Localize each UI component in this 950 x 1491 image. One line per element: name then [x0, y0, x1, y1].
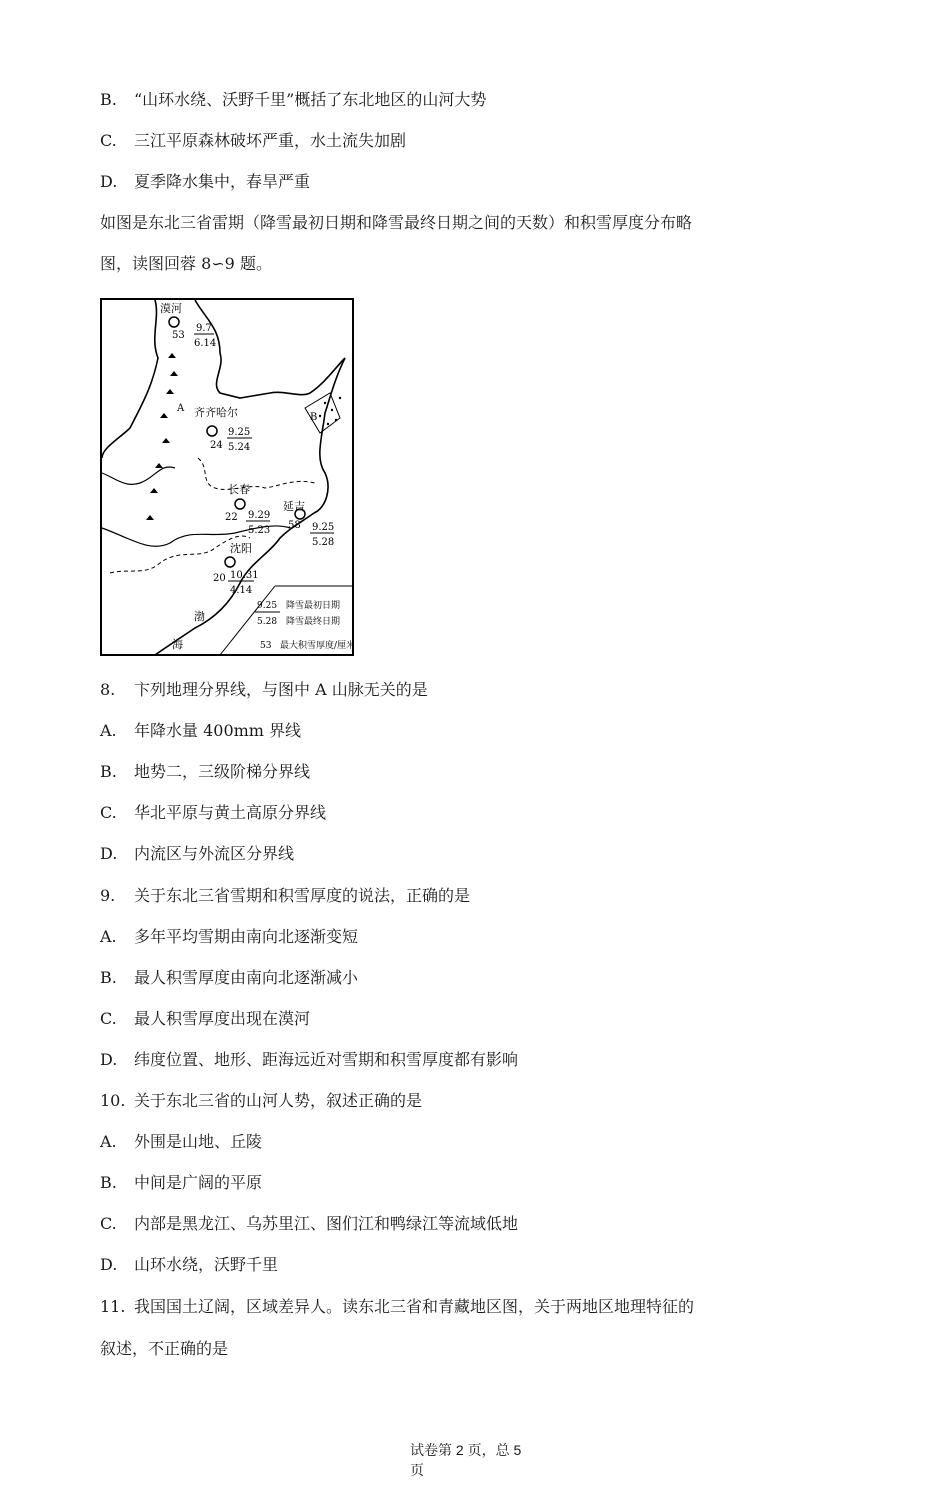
- question-line: [100, 803, 326, 823]
- northeast-snow-map: [100, 298, 354, 656]
- question-text: 最人积雪厚度出现在漠河: [134, 1009, 311, 1028]
- legend-text: 降雪最终日期: [286, 617, 341, 627]
- question-label: C.: [100, 1214, 117, 1233]
- last-snow-date: 5.28: [312, 537, 335, 548]
- question-label: 8.: [100, 680, 116, 699]
- last-snow-date: 5.23: [248, 525, 271, 536]
- question-label: D.: [100, 1050, 118, 1069]
- question-text: 外围是山地、丘陵: [134, 1132, 263, 1151]
- question-label: B.: [100, 1173, 117, 1192]
- question-text: 卞列地理分界线，与图中 A 山脉无关的是: [134, 680, 428, 699]
- option-line: [100, 172, 310, 192]
- question-line: [100, 968, 358, 988]
- snow-depth: 53: [172, 330, 185, 341]
- intro-line-2: 图，读图回蓉 8∽9 题。: [100, 254, 272, 273]
- option-line: [100, 131, 406, 151]
- legend-text: 降雪最初日期: [286, 601, 341, 611]
- question-text: 关于东北三省雪期和积雪厚度的说法，正确的是: [134, 886, 471, 905]
- city-name: 长春: [228, 483, 250, 496]
- page-footer: [410, 1440, 540, 1480]
- question-label: A.: [100, 721, 117, 740]
- question-text: 内流区与外流区分界线: [134, 844, 295, 863]
- question-text: 年降水量 400mm 界线: [134, 721, 302, 740]
- first-snow-date: 9.25: [228, 427, 251, 438]
- snow-depth: 24: [210, 440, 223, 451]
- snow-depth: 58: [288, 520, 301, 531]
- question-label: A.: [100, 1132, 117, 1151]
- legend-text: 最大积雪厚度/厘米: [280, 641, 354, 651]
- question-text: 内部是黑龙江、乌苏里江、图们江和鸭绿江等流域低地: [134, 1214, 519, 1233]
- sea-label: 海: [172, 638, 183, 651]
- first-snow-date: 10.31: [230, 570, 259, 581]
- first-snow-date: 9.25: [312, 522, 335, 533]
- question-line: [100, 886, 470, 906]
- question-text: 山环水绕，沃野千里: [134, 1255, 279, 1274]
- intro-line-1: 如图是东北三省雷期（降雪最初日期和降雪最终日期之间的天数）和积雪厚度分布略: [100, 213, 693, 232]
- last-snow-date: 6.14: [194, 338, 217, 349]
- question-line: [100, 1173, 262, 1193]
- question-label: C.: [100, 1009, 117, 1028]
- city-name: 延吉: [283, 500, 305, 513]
- footer-line: 试卷第 2 页，总 5: [410, 1442, 522, 1458]
- legend-key: 9.25: [257, 601, 278, 611]
- first-snow-date: 9.29: [248, 510, 271, 521]
- question-line: [100, 1132, 262, 1152]
- question-label: A.: [100, 927, 117, 946]
- question-line: [100, 762, 310, 782]
- question-text: 地势二，三级阶梯分界线: [134, 762, 311, 781]
- option-text: 夏季降水集中，春旱严重: [134, 172, 311, 191]
- option-text: “山环水绕、沃野千里”概括了东北地区的山河大势: [134, 90, 487, 109]
- question-text: 中间是广阔的平原: [134, 1173, 263, 1192]
- question-line: [100, 1297, 694, 1317]
- question-text: 纬度位置、地形、距海远近对雪期和积雪厚度都有影响: [134, 1050, 519, 1069]
- question-label: 10.: [100, 1091, 126, 1110]
- question-line: [100, 1050, 518, 1070]
- snow-depth: 22: [225, 512, 238, 523]
- city-name: 沈阳: [230, 542, 252, 555]
- sea-label: 渤: [194, 610, 205, 623]
- city-name: 漠河: [160, 302, 182, 315]
- question-line: [100, 1214, 518, 1234]
- question-text: 华北平原与黄土高原分界线: [134, 803, 327, 822]
- question-line: [100, 1091, 422, 1111]
- legend-key: 53: [260, 641, 272, 651]
- snow-depth: 20: [213, 573, 226, 584]
- last-snow-date: 5.24: [228, 442, 251, 453]
- question-label: 11.: [100, 1297, 126, 1316]
- question-label: D.: [100, 844, 118, 863]
- city-name: 齐齐哈尔: [194, 406, 238, 419]
- option-line: [100, 90, 486, 110]
- question-label: 9.: [100, 886, 116, 905]
- option-label: C.: [100, 131, 117, 150]
- option-text: 三江平原森林破坏严重，水土流失加剧: [134, 131, 407, 150]
- option-label: D.: [100, 172, 118, 191]
- question-text: 关于东北三省的山河人势，叙述正确的是: [134, 1091, 423, 1110]
- question-line: [100, 844, 294, 864]
- question-label: C.: [100, 803, 117, 822]
- question-line: [100, 1009, 310, 1029]
- question-text: 最人积雪厚度由南向北逐渐减小: [134, 968, 359, 987]
- first-snow-date: 9.7: [196, 323, 212, 334]
- mountain-label: A: [177, 403, 185, 414]
- last-snow-date: 4.14: [230, 585, 253, 596]
- lake-label: B: [310, 412, 318, 423]
- footer-line: 页: [410, 1462, 424, 1478]
- question-line: [100, 927, 358, 947]
- question-label: B.: [100, 762, 117, 781]
- question-11-continuation: 叙述，不正确的是: [100, 1339, 229, 1358]
- question-line: [100, 680, 428, 700]
- question-text: 多年平均雪期由南向北逐渐变短: [134, 927, 359, 946]
- question-text: 我国国土辽阔，区域差异人。读东北三省和青藏地区图，关于两地区地理特征的: [134, 1297, 695, 1316]
- question-label: B.: [100, 968, 117, 987]
- question-label: D.: [100, 1255, 118, 1274]
- question-line: [100, 1255, 278, 1275]
- question-line: [100, 721, 301, 741]
- legend-key: 5.28: [257, 617, 278, 627]
- option-label: B.: [100, 90, 117, 109]
